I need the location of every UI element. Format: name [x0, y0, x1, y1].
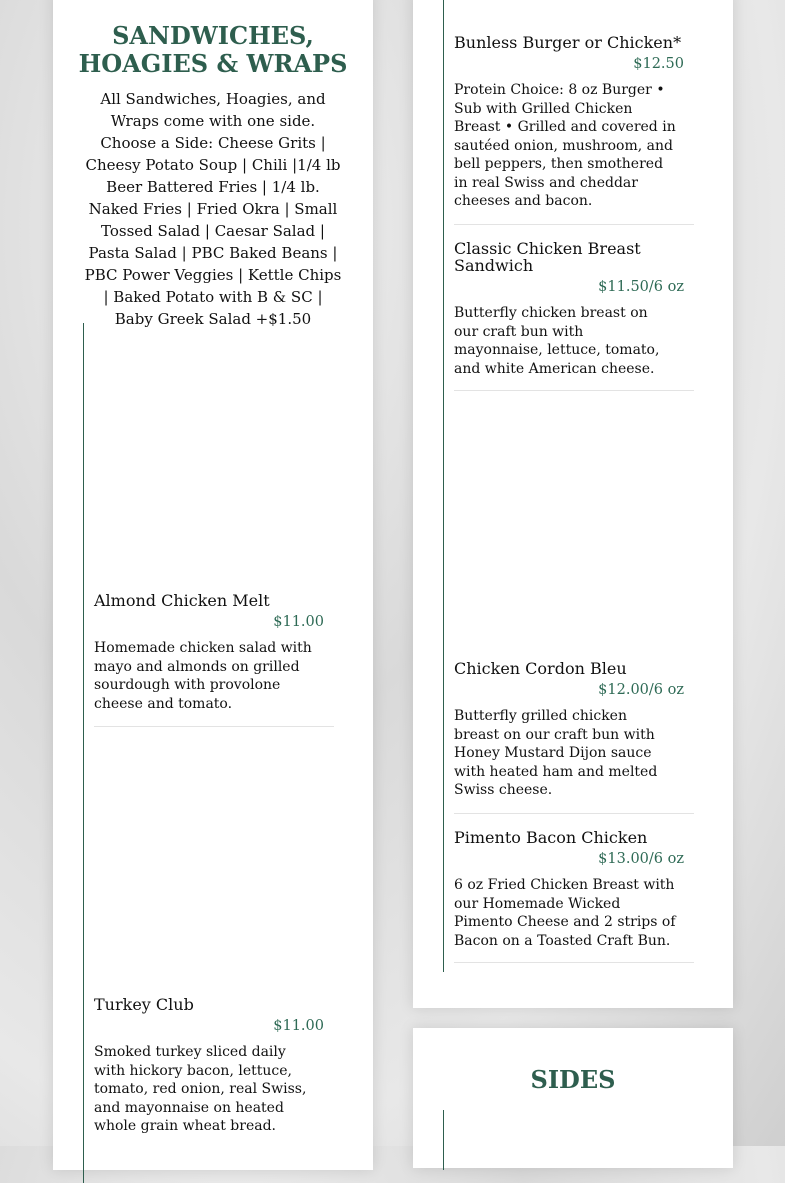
- item-divider: [454, 962, 694, 963]
- item-description: 6 oz Fried Chicken Breast with our Homemade Wicked Pimento Cheese and 2 strips of Bacon on a Toasted Craft Bun.: [454, 877, 676, 949]
- sides-section-card: [413, 1028, 733, 1168]
- item-name: Bunless Burger or Chicken*: [454, 33, 682, 52]
- item-price: $11.50/6 oz: [598, 279, 684, 295]
- section-title-line-1: SANDWICHES,: [112, 21, 314, 50]
- item-divider: [454, 224, 694, 225]
- item-divider: [94, 726, 334, 727]
- section-title: [53, 22, 373, 78]
- item-name: Almond Chicken Melt: [94, 591, 270, 610]
- sides-title: SIDES: [530, 1065, 616, 1094]
- sandwiches-continued-card: [413, 0, 733, 1008]
- menu-item-pimento-bacon-chicken[interactable]: [454, 829, 694, 950]
- menu-item-chicken-cordon-bleu[interactable]: [454, 660, 694, 800]
- menu-item-classic-chicken-breast[interactable]: [454, 240, 694, 378]
- section-intro: All Sandwiches, Hoagies, and Wraps come with one side. Choose a Side: Cheese Grits | Cheesy Potato Soup | Chili |1/4 lb Beer Battered Fries | 1/4 lb. Naked Fries | Fried Okra | Small Tossed Salad | Caesar Salad | Pasta Salad | PBC Baked Beans | PBC Power Veggies | Kettle Chips | Baked Potato with B & SC | Baby Greek Salad +$1.50: [84, 90, 342, 328]
- item-name: Chicken Cordon Bleu: [454, 659, 627, 678]
- left-vertical-rule: [83, 323, 84, 1183]
- item-divider: [454, 813, 694, 814]
- item-price: $11.00: [273, 614, 324, 630]
- item-description: Butterfly chicken breast on our craft bun with mayonnaise, lettuce, tomato, and white American cheese.: [454, 305, 660, 377]
- item-divider: [454, 390, 694, 391]
- item-description: Protein Choice: 8 oz Burger • Sub with Grilled Chicken Breast • Grilled and covered in sautéed onion, mushroom, and bell peppers, then smothered in real Swiss and cheddar cheeses and bacon.: [454, 82, 676, 209]
- item-price: $12.50: [633, 56, 684, 72]
- menu-item-almond-chicken-melt[interactable]: [94, 592, 334, 713]
- item-description: Smoked turkey sliced daily with hickory bacon, lettuce, tomato, red onion, real Swiss, and mayonnaise on heated whole grain wheat bread.: [94, 1044, 307, 1134]
- item-price: $13.00/6 oz: [598, 851, 684, 867]
- item-name: Pimento Bacon Chicken: [454, 828, 648, 847]
- item-name: Turkey Club: [94, 995, 194, 1014]
- sides-vertical-rule: [443, 1110, 444, 1170]
- item-name: Classic Chicken Breast Sandwich: [454, 239, 641, 275]
- item-price: $12.00/6 oz: [598, 682, 684, 698]
- sandwiches-section-card: [53, 0, 373, 1170]
- item-price: $11.00: [273, 1018, 324, 1034]
- item-description: Butterfly grilled chicken breast on our craft bun with Honey Mustard Dijon sauce with heated ham and melted Swiss cheese.: [454, 708, 658, 798]
- menu-item-turkey-club[interactable]: [94, 996, 334, 1136]
- menu-item-bunless-burger[interactable]: [454, 34, 694, 211]
- right-vertical-rule: [443, 0, 444, 972]
- item-description: Homemade chicken salad with mayo and almonds on grilled sourdough with provolone cheese and tomato.: [94, 640, 312, 712]
- section-title-line-2: HOAGIES & WRAPS: [78, 49, 348, 78]
